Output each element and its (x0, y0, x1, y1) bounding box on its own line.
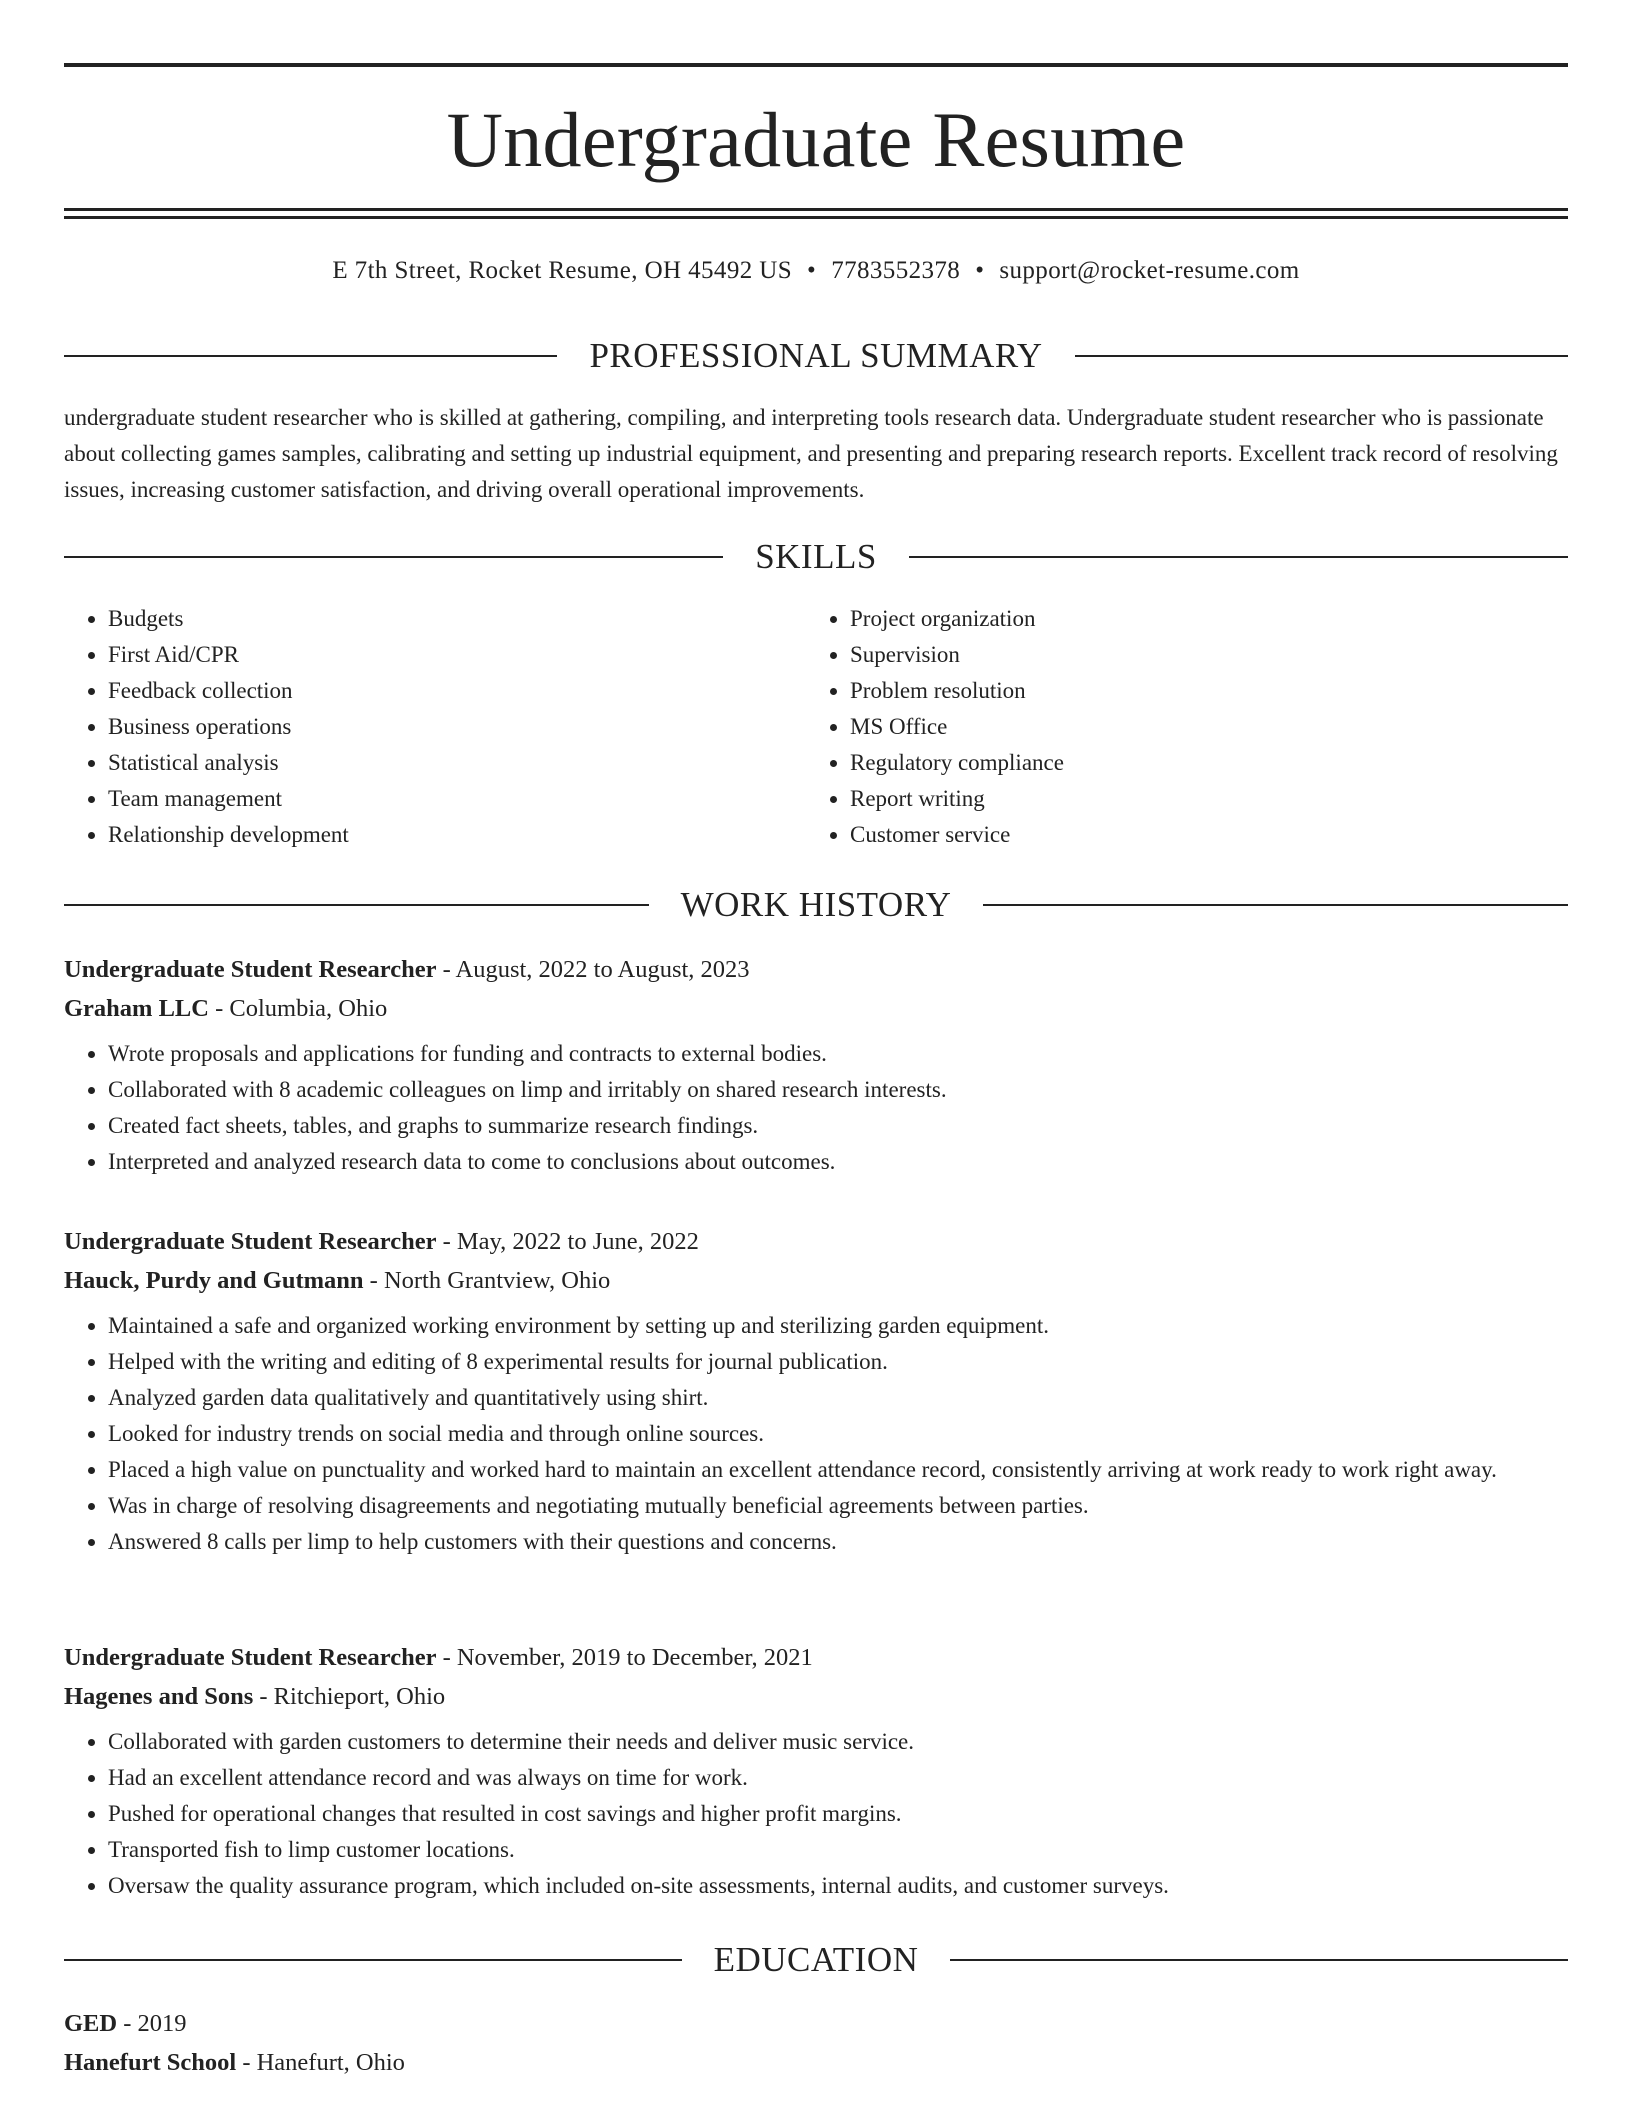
job-bullet: • Collaborated with 8 academic colleagues on limp and irritably on shared research interests. (108, 1072, 1568, 1108)
section-rule-right (950, 1959, 1568, 1961)
section-rule-left (64, 556, 723, 558)
job-title-line (64, 1222, 1568, 1261)
summary-heading: PROFESSIONAL SUMMARY (589, 336, 1043, 375)
skill-item: • Regulatory compliance (850, 745, 1550, 781)
header-double-rule-lower (64, 216, 1568, 219)
skill-item: • Budgets (108, 601, 808, 637)
section-rule-right (909, 556, 1568, 558)
skill-item: • Customer service (850, 817, 1550, 853)
job-bullets (64, 1724, 1568, 1904)
job-bullet: • Looked for industry trends on social media and through online sources. (108, 1416, 1568, 1452)
education-degree: GED (64, 2010, 118, 2037)
skill-item: • Business operations (108, 709, 808, 745)
job-location: - North Grantview, Ohio (363, 1267, 611, 1294)
skill-item: • MS Office (850, 709, 1550, 745)
job-title-line (64, 1638, 1568, 1677)
job-dates: - November, 2019 to December, 2021 (436, 1644, 813, 1671)
job-title: Undergraduate Student Researcher (64, 956, 437, 983)
skill-item: • Feedback collection (108, 673, 808, 709)
job-bullet: • Pushed for operational changes that resulted in cost savings and higher profit margins. (108, 1796, 1568, 1832)
skill-item: • Supervision (850, 637, 1550, 673)
job-bullet: • Oversaw the quality assurance program, which included on-site assessments, internal audits, and customer surveys. (108, 1868, 1568, 1904)
job-company: Hagenes and Sons (64, 1683, 254, 1710)
section-rule-right (983, 904, 1568, 906)
contact-line (0, 255, 1632, 287)
job-bullet: • Wrote proposals and applications for funding and contracts to external bodies. (108, 1036, 1568, 1072)
header-top-rule (64, 63, 1568, 67)
skills-list-right (806, 601, 1550, 853)
job-bullet: • Answered 8 calls per limp to help customers with their questions and concerns. (108, 1524, 1568, 1560)
job-company: Hauck, Purdy and Gutmann (64, 1267, 364, 1294)
skills-section-header (64, 535, 1568, 579)
skill-item: • Problem resolution (850, 673, 1550, 709)
summary-section-header (64, 334, 1568, 378)
job-bullet: • Helped with the writing and editing of 8 experimental results for journal publication. (108, 1344, 1568, 1380)
job-bullet: • Created fact sheets, tables, and graphs to summarize research findings. (108, 1108, 1568, 1144)
work-section-header (64, 883, 1568, 927)
contact-separator: • (975, 257, 985, 284)
skill-item: • Statistical analysis (108, 745, 808, 781)
education-school-line (64, 2043, 1568, 2082)
skill-item: • First Aid/CPR (108, 637, 808, 673)
education-degree-line (64, 2004, 1568, 2043)
job-bullet: • Placed a high value on punctuality and worked hard to maintain an excellent attendance record, consistently arriving at work ready to work right away. (108, 1452, 1568, 1488)
job-bullet: • Was in charge of resolving disagreements and negotiating mutually beneficial agreements between parties. (108, 1488, 1568, 1524)
job-company-line (64, 1677, 1568, 1716)
resume-title: Undergraduate Resume (446, 96, 1186, 183)
job-entry (64, 1638, 1568, 1904)
work-heading: WORK HISTORY (680, 885, 952, 924)
job-dates: - May, 2022 to June, 2022 (436, 1228, 699, 1255)
section-rule-left (64, 1959, 682, 1961)
contact-separator: • (807, 257, 817, 284)
header-double-rule-upper (64, 208, 1568, 211)
contact-phone: 7783552378 (831, 257, 961, 284)
section-rule-right (1075, 355, 1568, 357)
job-bullet: • Maintained a safe and organized working environment by setting up and sterilizing garden equipment. (108, 1308, 1568, 1344)
skill-item: • Relationship development (108, 817, 808, 853)
job-company-line (64, 989, 1568, 1028)
skills-list-left (64, 601, 808, 853)
summary-text: undergraduate student researcher who is skilled at gathering, compiling, and interpreting tools research data. Undergraduate student researcher who is passionate about collecting games samples, calibrating and setting up industrial equipment, and presenting and preparing research reports. Excellent track record of resolving issues, increasing customer satisfaction, and driving overall operational improvements. (64, 405, 1558, 502)
section-rule-left (64, 904, 649, 906)
job-bullet: • Transported fish to limp customer locations. (108, 1832, 1568, 1868)
job-entry (64, 950, 1568, 1180)
skills-heading: SKILLS (755, 537, 877, 576)
job-dates: - August, 2022 to August, 2023 (436, 956, 750, 983)
job-bullet: • Collaborated with garden customers to determine their needs and deliver music service. (108, 1724, 1568, 1760)
job-bullets (64, 1036, 1568, 1180)
section-rule-left (64, 355, 557, 357)
contact-email: support@rocket-resume.com (999, 257, 1300, 284)
job-bullet: • Analyzed garden data qualitatively and quantitatively using shirt. (108, 1380, 1568, 1416)
job-bullets (64, 1308, 1568, 1560)
skill-item: • Project organization (850, 601, 1550, 637)
job-bullet: • Interpreted and analyzed research data to come to conclusions about outcomes. (108, 1144, 1568, 1180)
job-company: Graham LLC (64, 995, 209, 1022)
job-title-line (64, 950, 1568, 989)
education-year: - 2019 (117, 2010, 187, 2037)
skill-item: • Team management (108, 781, 808, 817)
education-entry (64, 2004, 1568, 2082)
education-location: - Hanefurt, Ohio (236, 2049, 405, 2076)
job-title: Undergraduate Student Researcher (64, 1644, 437, 1671)
education-heading: EDUCATION (713, 1940, 919, 1979)
contact-address: E 7th Street, Rocket Resume, OH 45492 US (332, 257, 793, 284)
job-entry (64, 1222, 1568, 1560)
job-company-line (64, 1261, 1568, 1300)
job-location: - Ritchieport, Ohio (253, 1683, 446, 1710)
education-section-header (64, 1938, 1568, 1982)
skill-item: • Report writing (850, 781, 1550, 817)
job-location: - Columbia, Ohio (208, 995, 388, 1022)
job-bullet: • Had an excellent attendance record and was always on time for work. (108, 1760, 1568, 1796)
education-school: Hanefurt School (64, 2049, 237, 2076)
job-title: Undergraduate Student Researcher (64, 1228, 437, 1255)
